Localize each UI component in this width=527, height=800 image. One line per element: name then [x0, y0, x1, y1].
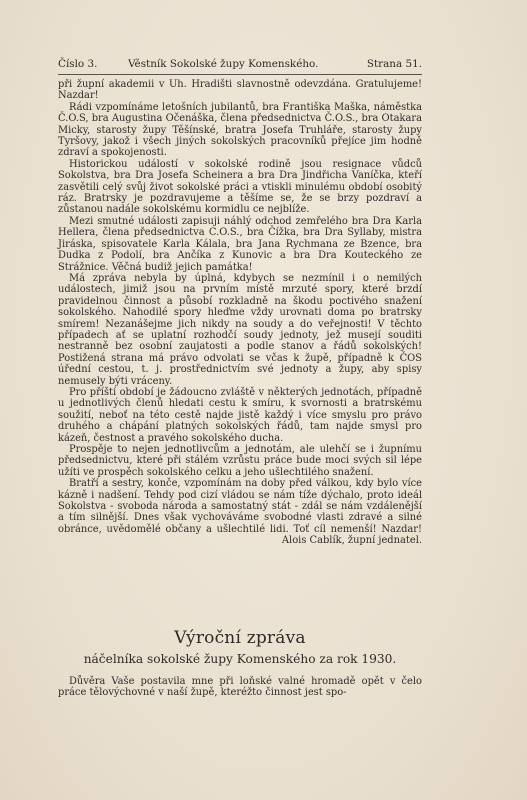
journal-title: Věstník Sokolské župy Komenského.	[128, 58, 319, 70]
section-title: Výroční zpráva	[174, 628, 306, 648]
paragraph: Pro příští období je žádoucno zvláště v některých jednotách, případně u jednotlivých členů hledati cestu k smíru, k svornosti a bratrskému soužití, neboť na této cestě najde jistě každý i více smyslu pro právo druhého a chápání platných sokolských řádů, tam najde smysl pro kázeň, čestnost a pravého sokolského ducha.	[58, 386, 422, 444]
paragraph: Bratří a sestry, konče, vzpomínám na doby před válkou, kdy bylo více kázně i nadšení. Tehdy pod cizí vládou se nám tíže dýchalo, proto ideál Sokolstva - svoboda národa a samostatný stát - zdál se nám vzdálenější a tím silnější. Dnes však vychováváme svobodné vlasti zdravé a silné obránce, uvědomělé občany a ušlechtilé lidi. Toť cíl nemenší! Nazdar! Alois Cablík, župní jednatel.	[58, 478, 422, 547]
paragraph: Prospěje to nejen jednotlivcům a jednotám, ale ulehčí se i župnímu předsednictvu, které při stálém vzrůstu práce bude moci svých sil lépe užíti ve prospěch sokolského celku a jeho ušlechtilého snažení.	[58, 444, 422, 478]
section-subtitle: náčelníka sokolské župy Komenského za rok 1930.	[83, 652, 397, 666]
section-body	[58, 676, 422, 699]
paragraph: Rádi vzpomínáme letošních jubilantů, bra Františka Maška, náměstka Č.O.S, bra Augustina Očenáška, člena předsednictva Č.O.S., bra Otakara Micky, starosty župy Těšínské, bratra Josefa Truhláře, starosty župy Tyršovy, jakož i všech jiných sokolských pracovníků přejíce jim hodně zdraví a spokojenosti.	[58, 101, 422, 159]
paragraph: Historickou událostí v sokolské rodině jsou resignace vůdců Sokolstva, bra Dra Josefa Scheinera a bra Dra Jindřicha Vaníčka, kteří zasvětili celý svůj život sokolské práci a vtiskli minulému období osobitý ráz. Bratrsky je pozdravujeme a těšíme se, že se brzy pozdraví a zůstanou nadále sokolskému kormidlu ce nejblíže.	[58, 158, 422, 216]
page-number: Strana 51.	[366, 58, 422, 70]
paragraph: Má zpráva nebyla by úplná, kdybych se nezmínil i o nemilých událostech, jimiž jsou na prvním místě mrzuté spory, které brzdí pravidelnou činnost a působí rozkladně na škodu poctivého snažení sokolského. Nahodilé spory hleďme vždy urovnati doma po bratrsky smírem! Nezanášejme jich nikdy na soudy a do veřejnosti! V těchto případech ať se uplatní rozhodčí soudy jednoty, jež musejí souditi nestranně bez osobní zaujatosti a podle stanov a řádů sokolských! Postižená strana má právo odvolati se včas k župě, případně k ČOS úřední cestou, t. j. prostřednictvím své jednoty a župy, aby spisy nemusely býti vráceny.	[58, 272, 422, 387]
running-header	[58, 56, 422, 72]
paragraph: Mezi smutné události zapisuji náhlý odchod zemřelého bra Dra Karla Hellera, člena předsednictva C.O.S., bra Čížka, bra Dra Syllaby, mistra Jiráska, spisovatele Karla Kálala, bra Jana Rychmana ze Bzence, bra Dudka z Podolí, bra Ančíka z Kunovic a bra Dra Kouteckého ze Strážnice. Věčná budiž jejich památka!	[58, 215, 422, 273]
issue-number: Číslo 3.	[58, 58, 98, 70]
report-body	[58, 79, 422, 547]
header-rule	[58, 74, 422, 75]
paragraph: Důvěra Vaše postavila mne při loňské valné hromadě opět v čelo práce tělovýchovné v naší župě, kteréžto činnost jest spo-	[58, 676, 422, 699]
paragraph: při župní akademii v Uh. Hradišti slavnostně odevzdána. Gratulujeme! Nazdar!	[58, 79, 422, 102]
